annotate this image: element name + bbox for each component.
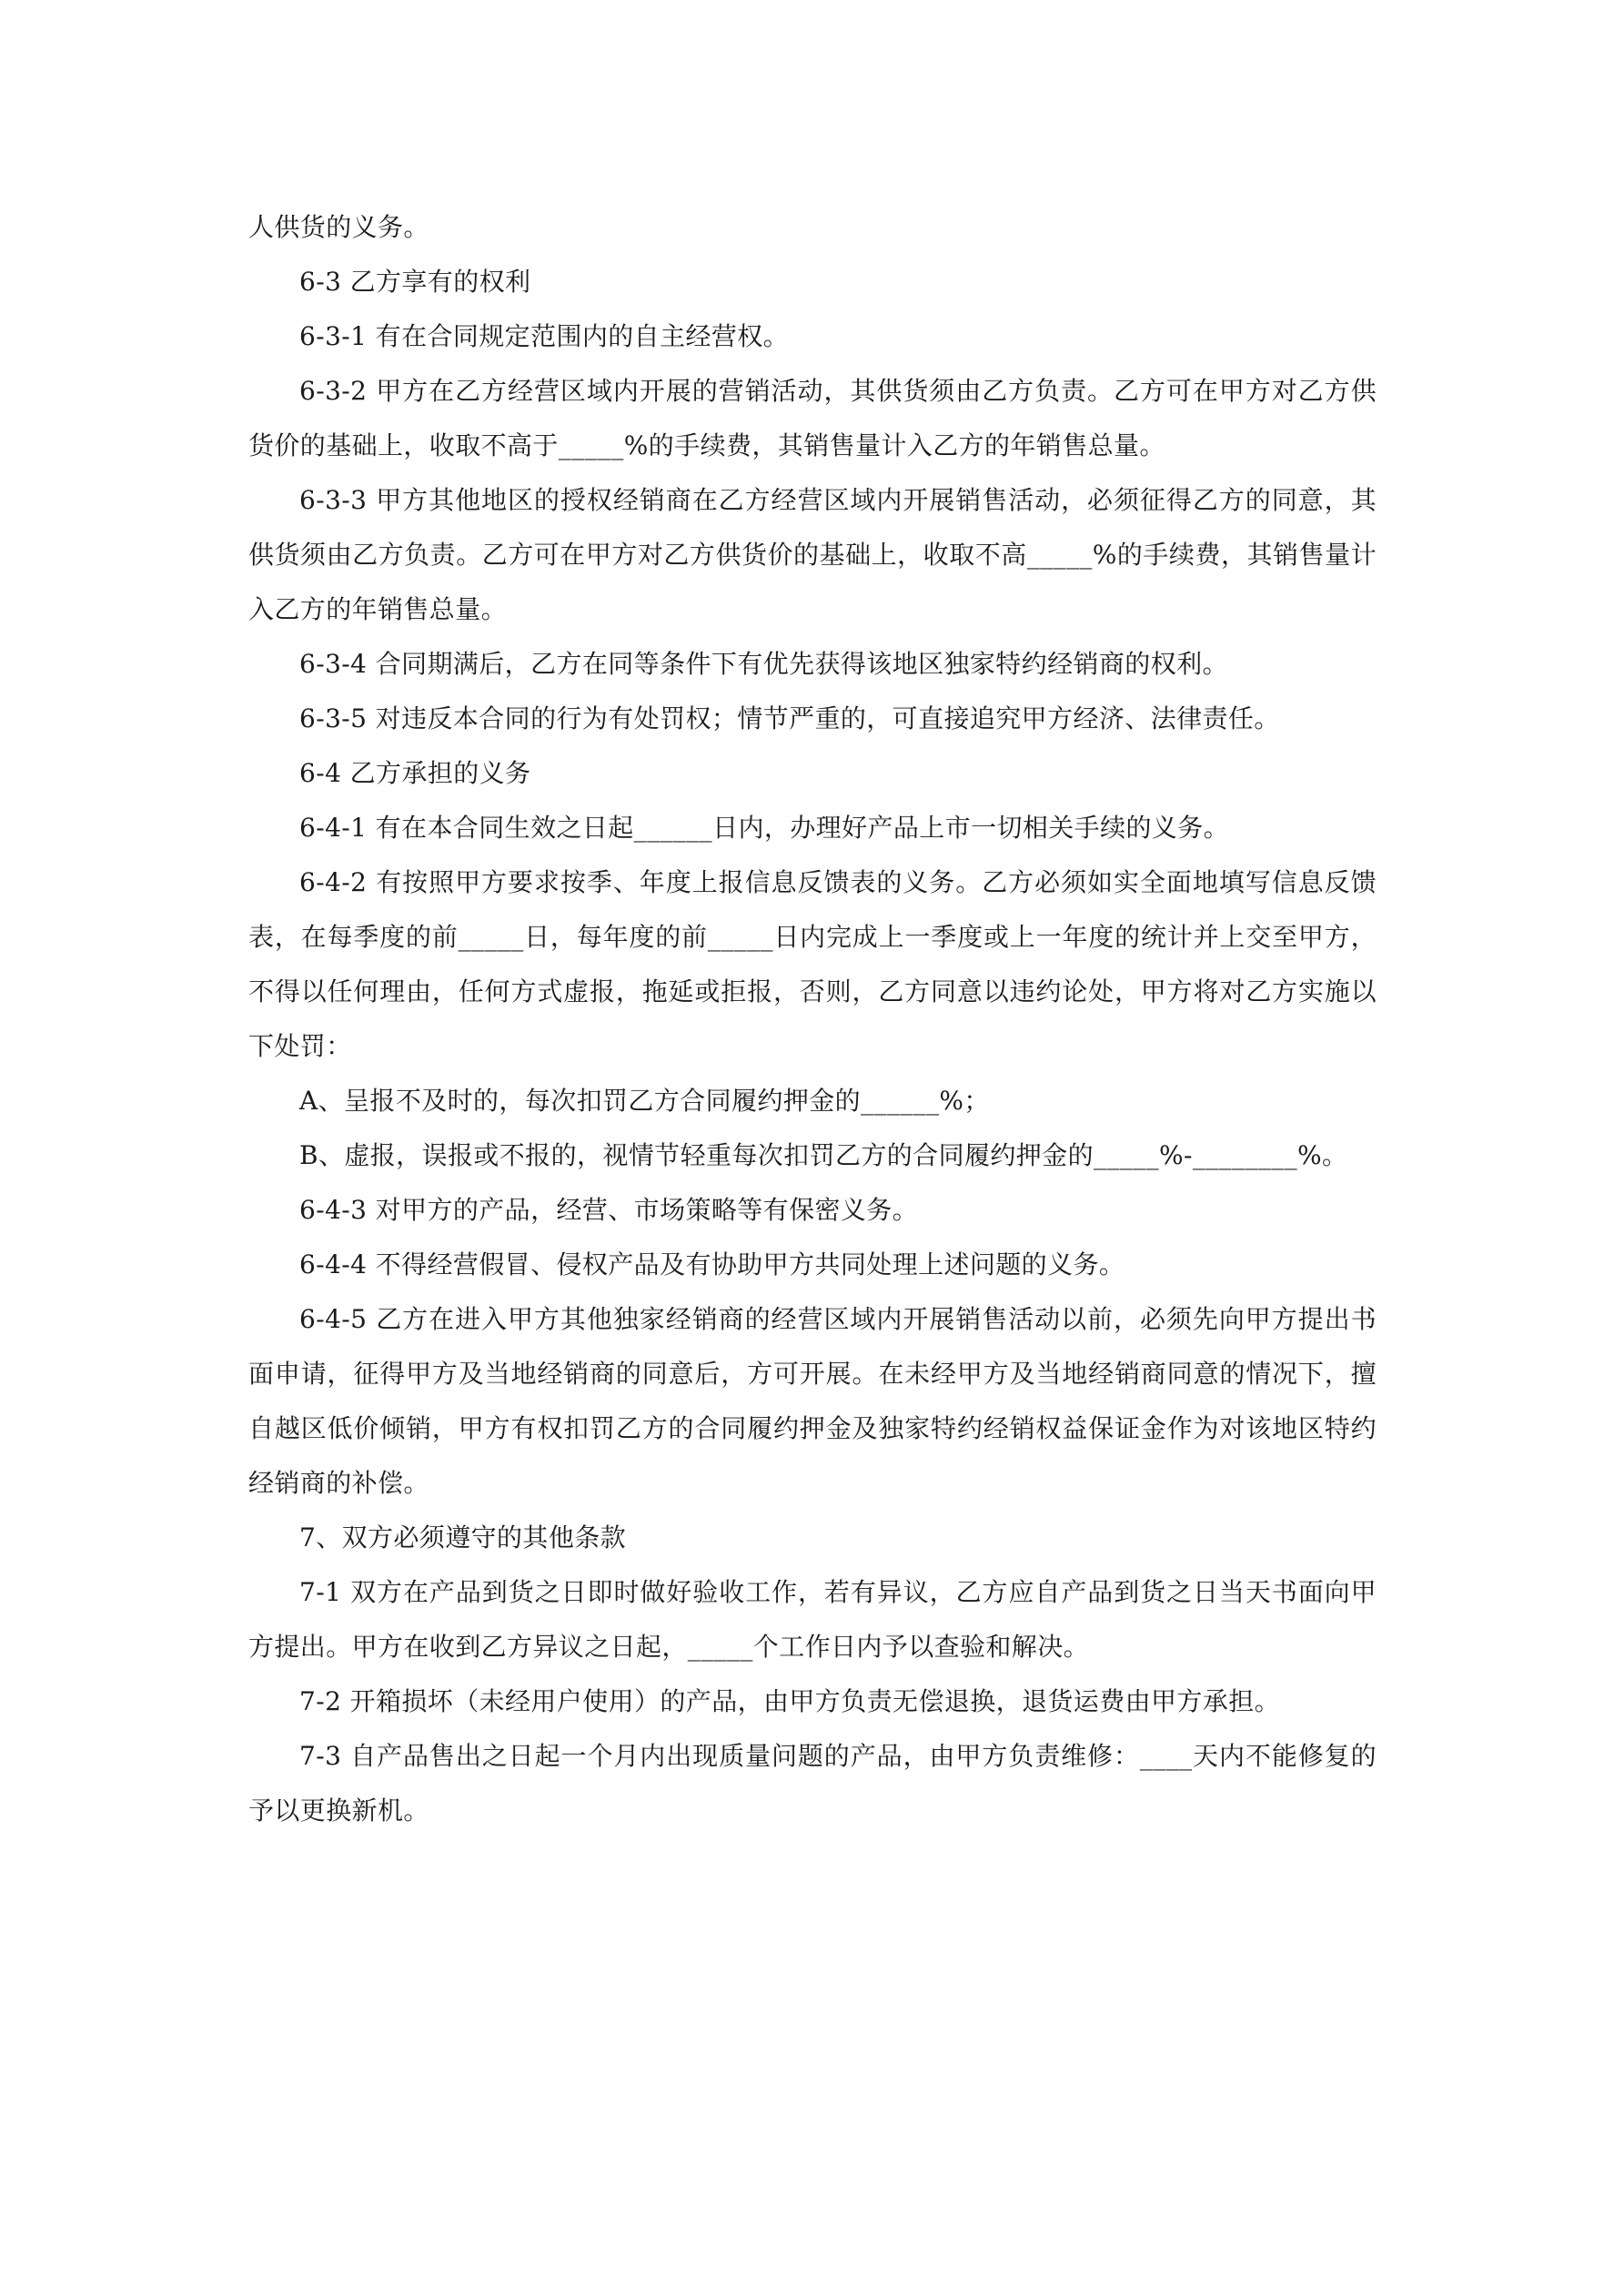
- penalty-item-a: A、呈报不及时的，每次扣罚乙方合同履约押金的______%；: [299, 1086, 990, 1116]
- heading-6-4: 6-4 乙方承担的义务: [299, 758, 531, 788]
- clause-7-2: 7-2 开箱损坏（未经用户使用）的产品，由甲方负责无偿退换，退货运费由甲方承担。: [299, 1686, 1280, 1716]
- heading-6-3: 6-3 乙方享有的权利: [299, 267, 531, 297]
- clause-6-3-5: 6-3-5 对违反本合同的行为有处罚权；情节严重的，可直接追究甲方经济、法律责任。: [299, 703, 1280, 733]
- paragraph-continuation: 人供货的义务。: [248, 212, 429, 242]
- document-body: [248, 200, 1377, 1838]
- clause-6-3-4: 6-3-4 合同期满后，乙方在同等条件下有优先获得该地区独家特约经销商的权利。: [299, 649, 1228, 679]
- clause-7-1: 7-1 双方在产品到货之日即时做好验收工作，若有异议，乙方应自产品到货之日当天书面向甲方提出。甲方在收到乙方异议之日起，_____个工作日内予以查验和解决。: [248, 1577, 1377, 1662]
- clause-7-3: 7-3 自产品售出之日起一个月内出现质量问题的产品，由甲方负责维修：____天内不能修复的予以更换新机。: [248, 1741, 1377, 1826]
- clause-6-4-1: 6-4-1 有在本合同生效之日起______日内，办理好产品上市一切相关手续的义务。: [299, 813, 1230, 843]
- clause-6-3-3: 6-3-3 甲方其他地区的授权经销商在乙方经营区域内开展销售活动，必须征得乙方的同意，其供货须由乙方负责。乙方可在甲方对乙方供货价的基础上，收取不高_____%的手续费，其销售量计入乙方的年销售总量。: [248, 485, 1377, 624]
- heading-7: 7、双方必须遵守的其他条款: [299, 1522, 627, 1553]
- clause-6-4-5: 6-4-5 乙方在进入甲方其他独家经销商的经营区域内开展销售活动以前，必须先向甲方提出书面申请，征得甲方及当地经销商的同意后，方可开展。在未经甲方及当地经销商同意的情况下，擅自越区低价倾销，甲方有权扣罚乙方的合同履约押金及独家特约经销权益保证金作为对该地区特约经销商的补偿。: [248, 1304, 1377, 1498]
- clause-6-3-2: 6-3-2 甲方在乙方经营区域内开展的营销活动，其供货须由乙方负责。乙方可在甲方对乙方供货价的基础上，收取不高于_____%的手续费，其销售量计入乙方的年销售总量。: [248, 376, 1377, 460]
- clause-6-4-2: 6-4-2 有按照甲方要求按季、年度上报信息反馈表的义务。乙方必须如实全面地填写信息反馈表，在每季度的前_____日，每年度的前_____日内完成上一季度或上一年度的统计并上交至甲方，不得以任何理由，任何方式虚报，拖延或拒报，否则，乙方同意以违约论处，甲方将对乙方实施以下处罚：: [248, 867, 1377, 1061]
- clause-6-4-4: 6-4-4 不得经营假冒、侵权产品及有协助甲方共同处理上述问题的义务。: [299, 1249, 1125, 1279]
- penalty-item-b: B、虚报，误报或不报的，视情节轻重每次扣罚乙方的合同履约押金的_____%-________%。: [299, 1140, 1348, 1170]
- clause-6-4-3: 6-4-3 对甲方的产品，经营、市场策略等有保密义务。: [299, 1195, 919, 1225]
- clause-6-3-1: 6-3-1 有在合同规定范围内的自主经营权。: [299, 321, 790, 351]
